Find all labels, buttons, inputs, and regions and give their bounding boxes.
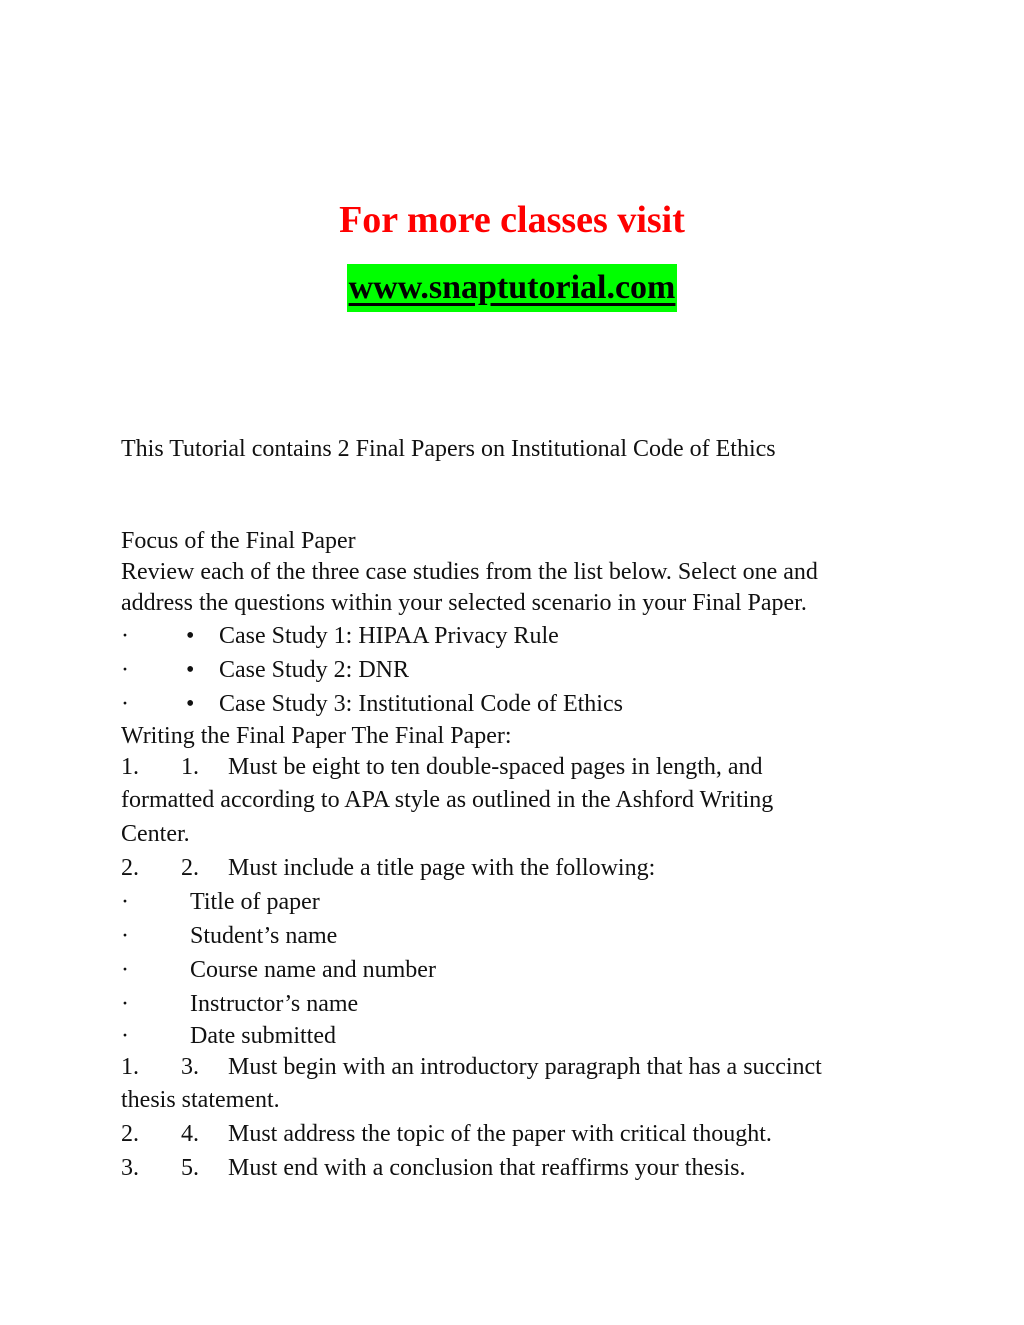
outer-number: 3. <box>121 1155 139 1181</box>
requirement-text: Must address the topic of the paper with critical thought. <box>228 1121 772 1147</box>
list-mark: · <box>121 691 129 717</box>
list-mark: · <box>121 957 129 983</box>
requirement-continuation: formatted according to APA style as outlined in the Ashford Writing <box>121 787 774 813</box>
bullet-icon: • <box>186 691 195 717</box>
title-page-item <box>121 953 911 987</box>
bullet-icon: • <box>186 623 195 649</box>
title-page-item-label: Course name and number <box>190 957 436 983</box>
requirement-text: Must end with a conclusion that reaffirms your thesis. <box>228 1155 746 1181</box>
title-page-item-label: Student’s name <box>190 923 338 949</box>
list-mark: · <box>121 889 129 915</box>
list-mark: · <box>121 657 129 683</box>
requirement-item <box>121 851 911 885</box>
requirement-continuation: Center. <box>121 821 190 847</box>
case-study-label: Case Study 2: DNR <box>219 657 410 683</box>
case-study-item <box>121 687 911 721</box>
title-page-item-label: Date submitted <box>190 1023 336 1049</box>
focus-section <box>121 526 911 1185</box>
inner-number: 2. <box>181 855 199 881</box>
title-page-item <box>121 1021 911 1052</box>
requirement-continuation: thesis statement. <box>121 1087 280 1113</box>
list-mark: · <box>121 623 129 649</box>
inner-number: 4. <box>181 1121 199 1147</box>
title-page-item-label: Title of paper <box>190 889 320 915</box>
title-page-item-label: Instructor’s name <box>190 991 359 1017</box>
case-study-label: Case Study 1: HIPAA Privacy Rule <box>219 623 559 649</box>
title-page-item <box>121 919 911 953</box>
outer-number: 2. <box>121 1121 139 1147</box>
promo-headline: For more classes visit <box>339 199 685 241</box>
requirement-text: Must include a title page with the following: <box>228 855 656 881</box>
list-mark: · <box>121 923 129 949</box>
website-link[interactable]: www.snaptutorial.com <box>347 264 678 312</box>
list-mark: · <box>121 1023 129 1049</box>
inner-number: 3. <box>181 1054 199 1080</box>
requirement-text: Must begin with an introductory paragraph that has a succinct <box>228 1054 822 1080</box>
outer-number: 2. <box>121 855 139 881</box>
title-page-item <box>121 987 911 1021</box>
inner-number: 1. <box>181 754 199 780</box>
requirement-text: Must be eight to ten double-spaced pages in length, and <box>228 754 763 780</box>
inner-number: 5. <box>181 1155 199 1181</box>
focus-paragraph-line: address the questions within your selected scenario in your Final Paper. <box>121 590 807 616</box>
case-study-item <box>121 653 911 687</box>
focus-heading: Focus of the Final Paper <box>121 528 356 554</box>
outer-number: 1. <box>121 754 139 780</box>
requirement-item <box>121 1117 911 1151</box>
list-mark: · <box>121 991 129 1017</box>
requirement-item <box>121 1052 911 1083</box>
outer-number: 1. <box>121 1054 139 1080</box>
promo-link-wrapper <box>0 264 1024 312</box>
requirement-item <box>121 752 911 783</box>
requirement-item <box>121 1151 911 1185</box>
intro-text: This Tutorial contains 2 Final Papers on Institutional Code of Ethics <box>121 436 776 462</box>
writing-heading: Writing the Final Paper The Final Paper: <box>121 723 512 749</box>
case-study-label: Case Study 3: Institutional Code of Ethics <box>219 691 623 717</box>
focus-paragraph-line: Review each of the three case studies from the list below. Select one and <box>121 559 818 585</box>
bullet-icon: • <box>186 657 195 683</box>
case-study-item <box>121 619 911 653</box>
title-page-item <box>121 885 911 919</box>
